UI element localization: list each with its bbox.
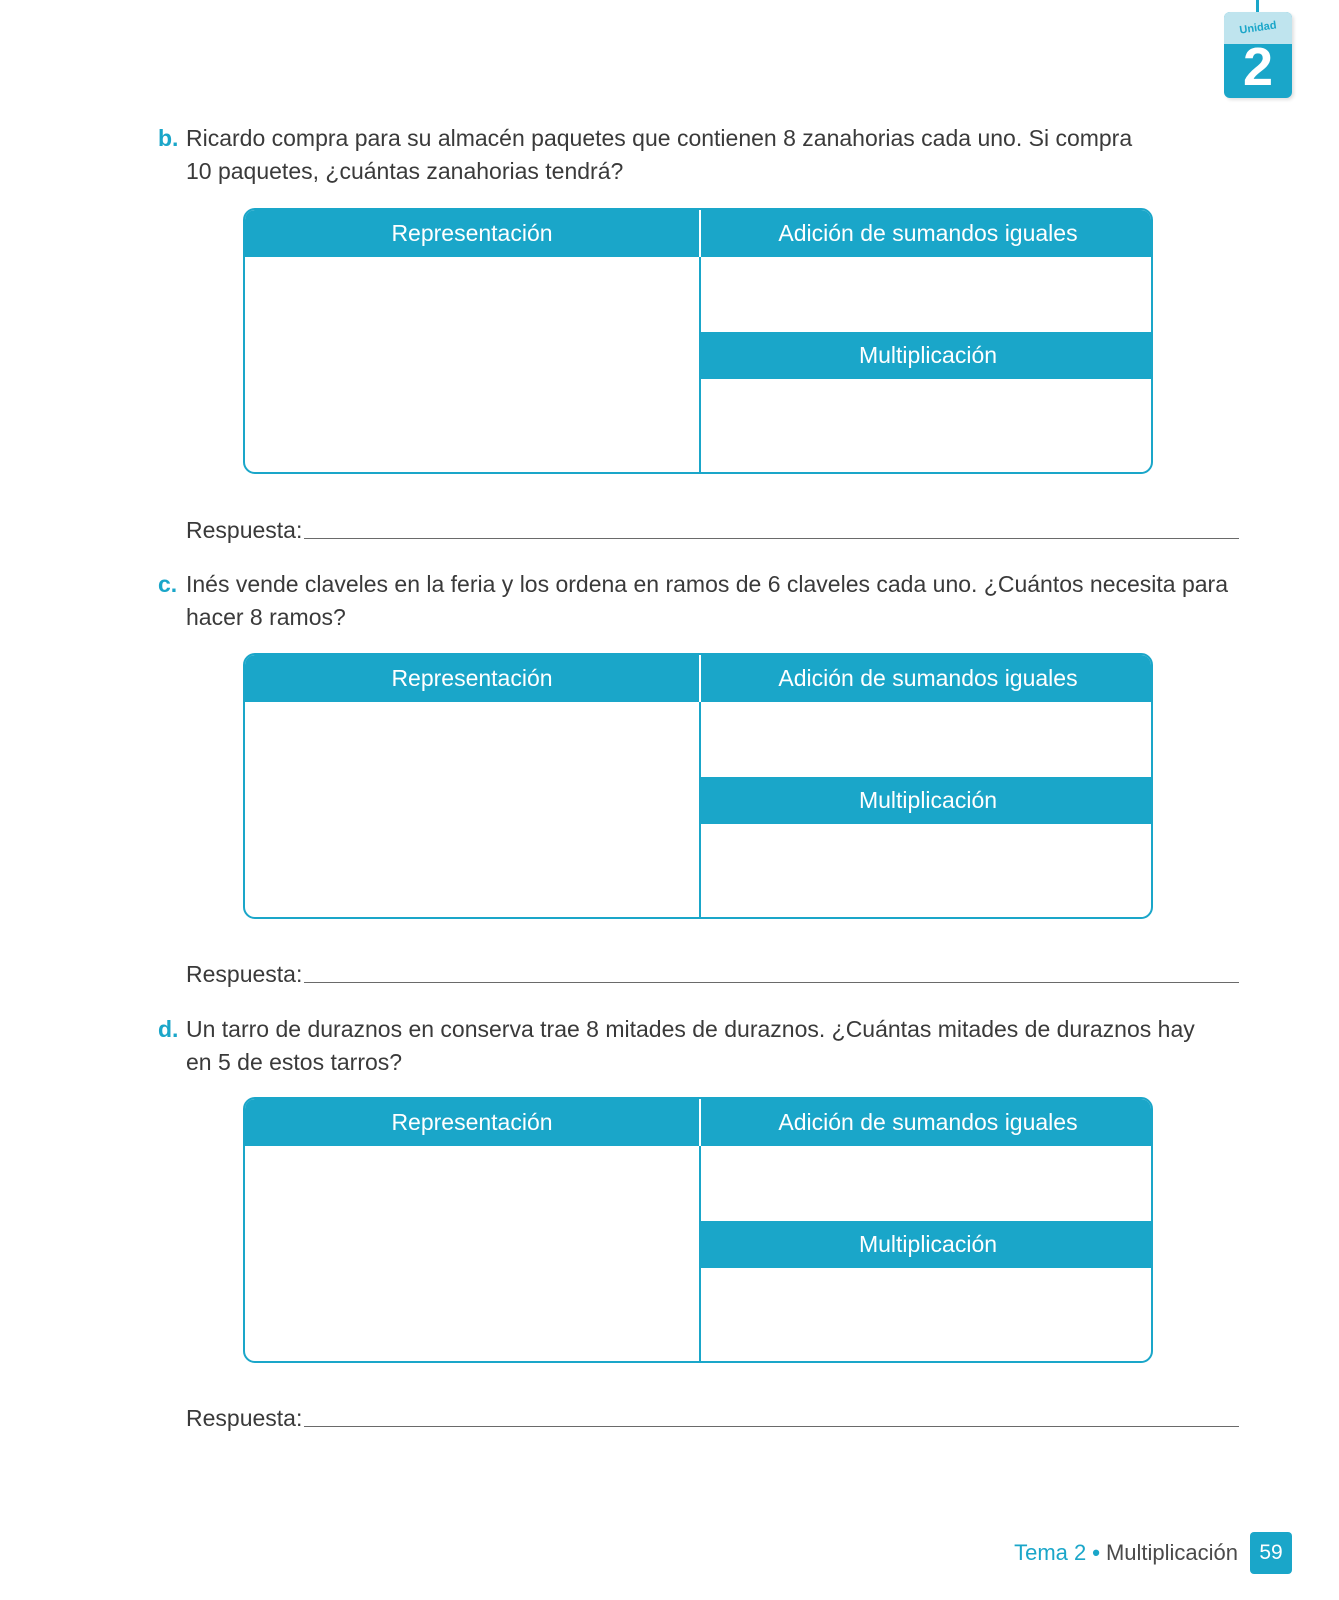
answer-label: Respuesta: bbox=[186, 961, 303, 987]
answer-line[interactable] bbox=[304, 1426, 1239, 1427]
question-text-line1: Ricardo compra para su almacén paquetes que contienen 8 zanahorias cada uno. Si compra bbox=[186, 125, 1133, 151]
work-box-d bbox=[243, 1097, 1153, 1363]
footer-title: Multiplicación bbox=[1105, 1540, 1238, 1565]
header-separator bbox=[699, 1099, 701, 1146]
addition-header: Adición de sumandos iguales bbox=[701, 210, 1153, 257]
addition-header: Adición de sumandos iguales bbox=[701, 655, 1153, 702]
question-b bbox=[158, 122, 1238, 188]
answer-label: Respuesta: bbox=[186, 517, 303, 543]
question-text-line2: hacer 8 ramos? bbox=[186, 604, 346, 630]
addition-header: Adición de sumandos iguales bbox=[701, 1099, 1153, 1146]
header-separator bbox=[699, 655, 701, 702]
answer-row-d bbox=[186, 1401, 1239, 1435]
answer-row-c bbox=[186, 957, 1239, 991]
question-c bbox=[158, 568, 1238, 634]
question-letter: c. bbox=[158, 571, 178, 597]
multiplication-header: Multiplicación bbox=[701, 777, 1153, 824]
question-text-line1: Un tarro de duraznos en conserva trae 8 mitades de duraznos. ¿Cuántas mitades de duraznos hay bbox=[186, 1016, 1195, 1042]
header-separator bbox=[699, 210, 701, 257]
work-box-c bbox=[243, 653, 1153, 919]
footer-topic: Tema 2 bbox=[1014, 1540, 1087, 1565]
question-text-line2: en 5 de estos tarros? bbox=[186, 1049, 403, 1075]
answer-line[interactable] bbox=[304, 982, 1239, 983]
answer-label: Respuesta: bbox=[186, 1405, 303, 1431]
question-text-line2: 10 paquetes, ¿cuántas zanahorias tendrá? bbox=[186, 158, 624, 184]
question-letter: b. bbox=[158, 125, 179, 151]
work-box-b bbox=[243, 208, 1153, 474]
unit-badge bbox=[1224, 12, 1292, 98]
question-letter: d. bbox=[158, 1016, 179, 1042]
representation-header: Representación bbox=[245, 210, 699, 257]
representation-header: Representación bbox=[245, 655, 699, 702]
page-footer bbox=[1014, 1532, 1292, 1574]
answer-row-b bbox=[186, 513, 1239, 547]
question-d bbox=[158, 1013, 1238, 1079]
answer-line[interactable] bbox=[304, 538, 1239, 539]
question-text-line1: Inés vende claveles en la feria y los ordena en ramos de 6 claveles cada uno. ¿Cuántos necesita para bbox=[186, 571, 1229, 597]
multiplication-header: Multiplicación bbox=[701, 1221, 1153, 1268]
unit-label: Unidad bbox=[1238, 19, 1278, 37]
unit-number: 2 bbox=[1242, 37, 1274, 97]
page-number: 59 bbox=[1250, 1532, 1292, 1574]
multiplication-header: Multiplicación bbox=[701, 332, 1153, 379]
footer-separator: • bbox=[1092, 1540, 1100, 1565]
representation-header: Representación bbox=[245, 1099, 699, 1146]
